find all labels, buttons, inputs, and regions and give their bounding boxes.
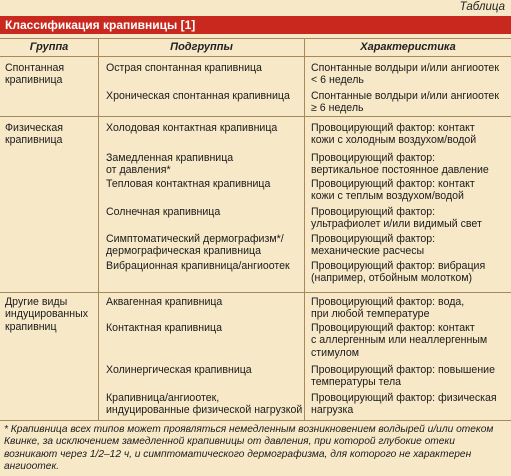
characteristic-cell: Провоцирующий фактор: механические расчесы: [311, 233, 436, 258]
characteristic-cell: Провоцирующий фактор: физическая нагрузка: [311, 392, 497, 417]
subgroup-cell: Хроническая спонтанная крапивница: [106, 90, 290, 102]
characteristic-cell: Провоцирующий фактор: контакт с аллергенным или неаллергенным стимулом: [311, 322, 488, 359]
subgroup-cell: Холодовая контактная крапивница: [106, 122, 278, 134]
subgroup-cell: Контактная крапивница: [106, 322, 222, 334]
characteristic-cell: Провоцирующий фактор: вода, при любой температуре: [311, 296, 465, 321]
characteristic-cell: Провоцирующий фактор: контакт кожи с теплым воздухом/водой: [311, 178, 475, 203]
footnote: * Крапивница всех типов может проявляться немедленным возникновением волдырей и/или отеком Квинке, за исключением замедленной крапивницы от давления, при которой глубокие отеки возникают через 1/2–12 ч, и симптоматического дермографизма, для которого не характерен ангиоотек.: [4, 424, 494, 473]
column-header-group: Группа: [29, 41, 69, 53]
group-cell: Физическая крапивница: [5, 122, 63, 147]
subgroup-cell: Тепловая контактная крапивница: [106, 178, 271, 190]
subgroup-cell: Вибрационная крапивница/ангиоотек: [106, 260, 290, 272]
characteristic-cell: Спонтанные волдыри и/или ангиоотек ≥ 6 недель: [311, 90, 499, 115]
subgroup-cell: Крапивница/ангиоотек, индуцированные физической нагрузкой: [106, 392, 303, 417]
characteristic-cell: Провоцирующий фактор: контакт кожи с холодным воздухом/водой: [311, 122, 477, 147]
group-cell: Другие виды индуцированных крапивниц: [5, 296, 89, 333]
characteristic-cell: Провоцирующий фактор: повышение температуры тела: [311, 364, 495, 389]
characteristic-cell: Провоцирующий фактор: вертикальное постоянное давление: [311, 152, 489, 177]
column-header-subgroups: Подгруппы: [170, 41, 233, 53]
subgroup-cell: Острая спонтанная крапивница: [106, 62, 262, 74]
divider-header-top: [0, 38, 511, 39]
subgroup-cell: Солнечная крапивница: [106, 206, 221, 218]
column-header-characteristic: Характеристика: [360, 41, 456, 53]
characteristic-cell: Провоцирующий фактор: вибрация (например, отбойным молотком): [311, 260, 486, 285]
divider-row-1: [0, 116, 511, 117]
subgroup-cell: Холинергическая крапивница: [106, 364, 252, 376]
divider-row-2: [0, 292, 511, 293]
column-divider-2: [304, 38, 305, 420]
table-label: Таблица: [459, 1, 505, 13]
divider-header-bottom: [0, 56, 511, 57]
subgroup-cell: Симптоматический дермографизм*/ дермографическая крапивница: [106, 233, 284, 258]
characteristic-cell: Провоцирующий фактор: ультрафиолет и/или видимый свет: [311, 206, 482, 231]
table-title: Классификация крапивницы [1]: [0, 16, 511, 34]
subgroup-cell: Аквагенная крапивница: [106, 296, 223, 308]
divider-table-bottom: [0, 420, 511, 421]
characteristic-cell: Спонтанные волдыри и/или ангиоотек < 6 недель: [311, 62, 499, 87]
subgroup-cell: Замедленная крапивница от давления*: [106, 152, 234, 177]
group-cell: Спонтанная крапивница: [5, 62, 65, 87]
column-divider-1: [98, 38, 99, 420]
